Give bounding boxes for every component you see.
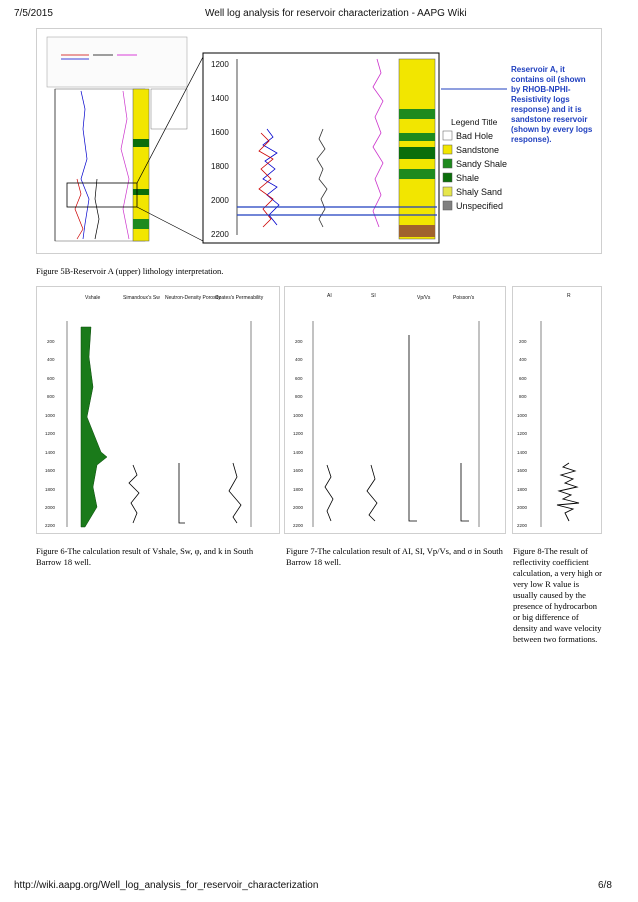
depth-tick-label: 2000 [45, 505, 56, 510]
depth-tick-label: 400 [519, 357, 527, 362]
track-title: R [567, 293, 571, 299]
depth-tick-label: 2200 [211, 230, 229, 239]
depth-tick-label: 1000 [293, 413, 304, 418]
overview-log-panel [47, 37, 187, 241]
depth-tick-label: 1800 [45, 487, 56, 492]
legend-label: Sandy Shale [456, 159, 508, 169]
depth-tick-label: 2000 [211, 196, 229, 205]
depth-tick-label: 1600 [517, 468, 528, 473]
depth-tick-label: 400 [47, 357, 55, 362]
legend-label: Shaly Sand [456, 187, 503, 197]
track-title: Poisson's [453, 295, 475, 301]
figure-7-panel [284, 286, 506, 534]
depth-tick-label: 1600 [45, 468, 56, 473]
depth-tick-label: 600 [519, 376, 527, 381]
legend-label: Unspecified [456, 201, 504, 211]
depth-tick-label: 1400 [293, 450, 304, 455]
figure-8-panel [512, 286, 602, 534]
figure-5b-panel [36, 28, 602, 254]
depth-tick-label: 200 [519, 339, 527, 344]
depth-tick-label: 800 [47, 394, 55, 399]
figure-8-image [513, 287, 603, 535]
depth-tick-label: 600 [47, 376, 55, 381]
page-header-title: Well log analysis for reservoir characterization - AAPG Wiki [205, 8, 467, 19]
depth-tick-label: 2000 [517, 505, 528, 510]
depth-tick-label: 600 [295, 376, 303, 381]
track-title: AI [327, 293, 332, 299]
depth-tick-label: 1200 [293, 431, 304, 436]
depth-tick-label: 200 [295, 339, 303, 344]
depth-tick-label: 800 [295, 394, 303, 399]
page-number: 6/8 [598, 880, 612, 891]
legend-title: Legend Title [451, 117, 498, 127]
depth-tick-label: 1800 [211, 162, 229, 171]
track-title: Coates's Permeability [215, 295, 264, 301]
figure-7-caption: Figure 7-The calculation result of AI, SI, Vp/Vs, and σ in South Barrow 18 well. [286, 546, 503, 567]
track-title: Vshale [85, 295, 101, 301]
legend-label: Bad Hole [456, 131, 494, 141]
reservoir-annotation: Reservoir A, it contains oil (shown by RHOB-NPHI-Resistivity logs response) and it is sandstone reservoir (shown by every logs response). [511, 65, 593, 144]
print-date: 7/5/2015 [14, 8, 53, 19]
depth-tick-label: 1000 [517, 413, 528, 418]
depth-tick-label: 200 [47, 339, 55, 344]
zoomed-log-panel [203, 53, 439, 243]
depth-tick-label: 2200 [293, 523, 304, 528]
depth-tick-label: 2200 [45, 523, 56, 528]
figure-7-image [285, 287, 507, 535]
depth-tick-label: 2000 [293, 505, 304, 510]
depth-tick-label: 1600 [293, 468, 304, 473]
depth-tick-label: 1600 [211, 128, 229, 137]
depth-tick-label: 1000 [45, 413, 56, 418]
depth-tick-label: 1200 [45, 431, 56, 436]
figure-6-caption: Figure 6-The calculation result of Vshale, Sw, φ, and k in South Barrow 18 well. [36, 546, 254, 567]
figure-8-caption: Figure 8-The result of reflectivity coefficient calculation, a very high or very low R value is usually caused by the presence of hydrocarbon or big difference of density and wave velocity between two formations. [513, 546, 602, 644]
track-title: Neutron-Density Porosity [165, 295, 221, 301]
track-title: SI [371, 293, 376, 299]
track-title: Simandoux's Sw [123, 295, 160, 301]
legend-label: Shale [456, 173, 480, 183]
depth-tick-label: 2200 [517, 523, 528, 528]
figure-6-panel [36, 286, 280, 534]
depth-tick-label: 400 [295, 357, 303, 362]
footer-url[interactable]: http://wiki.aapg.org/Well_log_analysis_for_reservoir_characterization [14, 880, 319, 891]
legend-label: Sandstone [456, 145, 500, 155]
track-title: Vp/Vs [417, 295, 431, 301]
depth-tick-label: 800 [519, 394, 527, 399]
depth-tick-label: 1400 [517, 450, 528, 455]
depth-tick-label: 1200 [517, 431, 528, 436]
depth-tick-label: 1400 [45, 450, 56, 455]
depth-tick-label: 1200 [211, 60, 229, 69]
lithology-legend [443, 117, 507, 211]
depth-tick-label: 1400 [211, 94, 229, 103]
figure-5b-caption: Figure 5B-Reservoir A (upper) lithology interpretation. [36, 266, 224, 276]
figure-6-image [37, 287, 281, 535]
depth-tick-label: 1800 [517, 487, 528, 492]
depth-tick-label: 1800 [293, 487, 304, 492]
